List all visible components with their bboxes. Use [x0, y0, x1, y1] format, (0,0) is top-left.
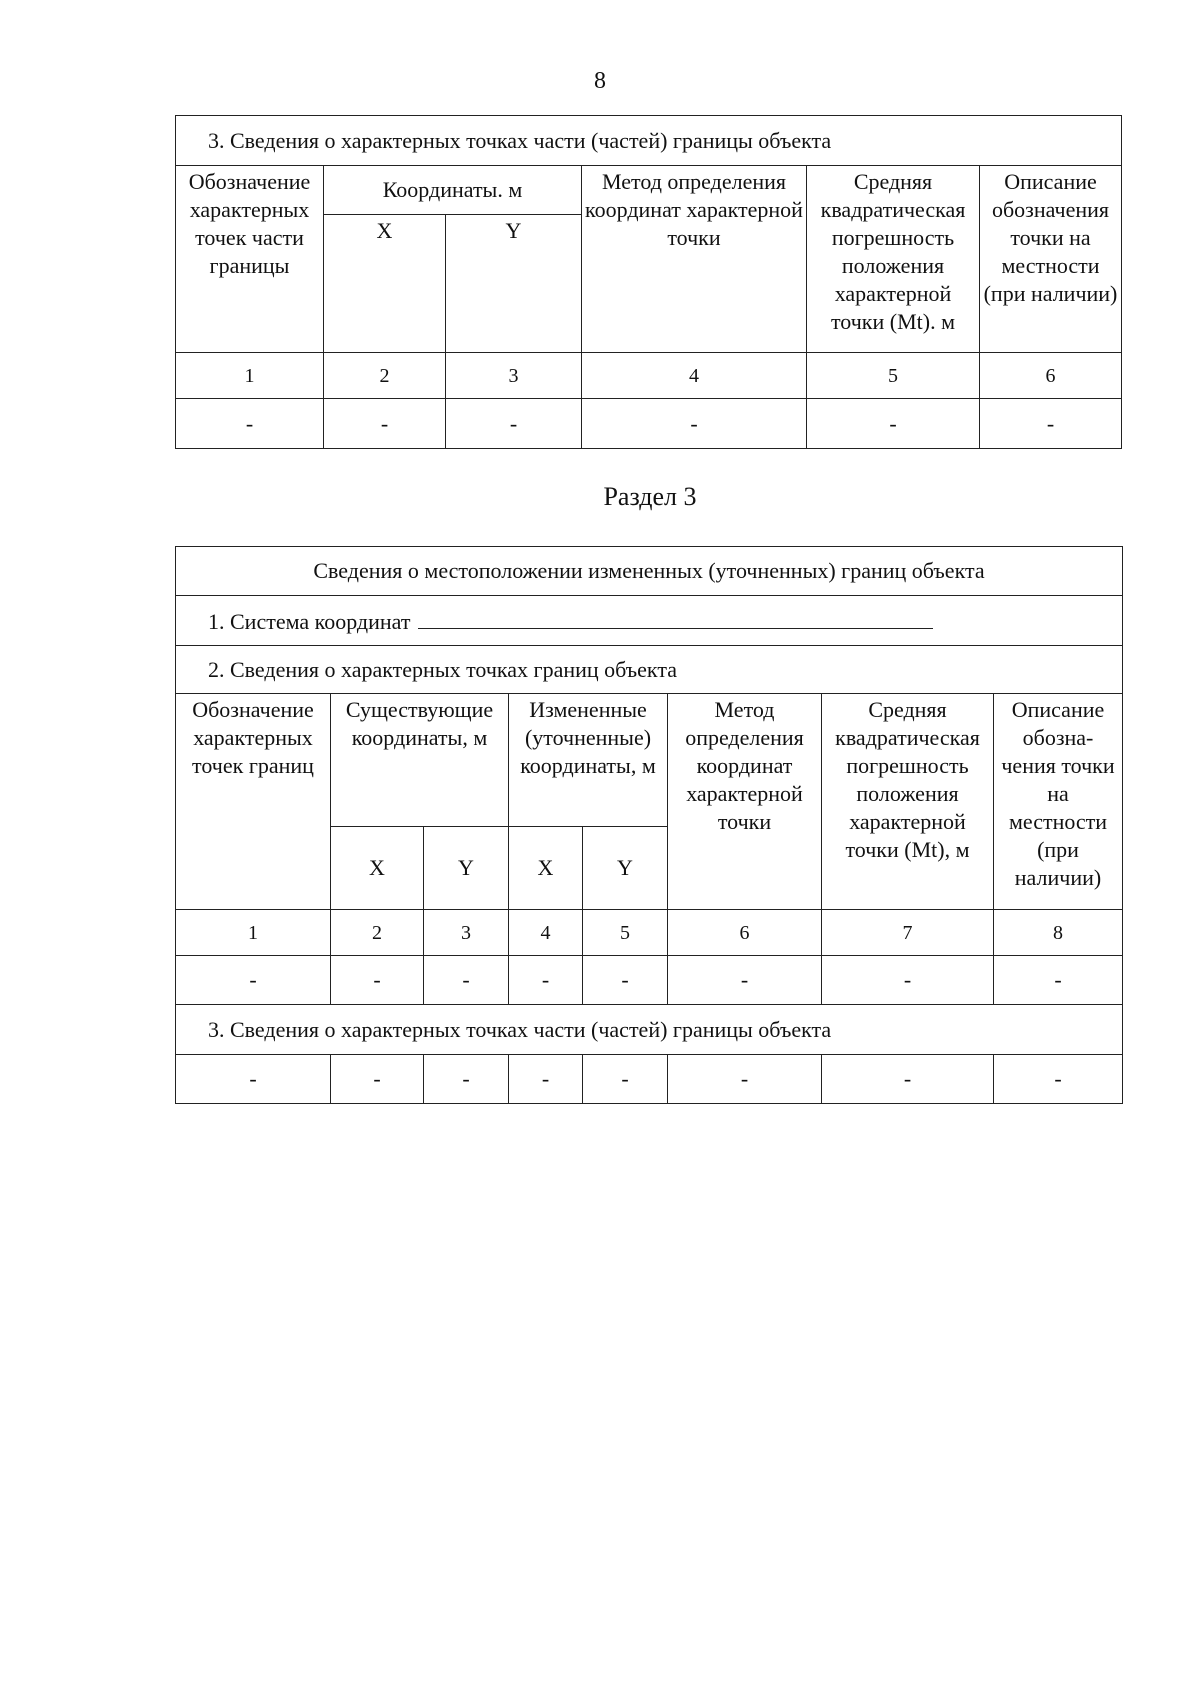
table-row: [176, 956, 1123, 1005]
table1-title: 3. Сведения о характерных точках части (частей) границы объекта: [176, 116, 1122, 166]
table-cell: -: [176, 399, 324, 449]
coordinate-system-row: [176, 596, 1123, 646]
table-row: [176, 1055, 1123, 1104]
part-boundary-points-table: [175, 115, 1122, 449]
header-designation: Обозначение характерных точек части границы: [176, 166, 324, 353]
table-cell: -: [324, 399, 446, 449]
header-existing-coordinates: Существующие координаты, м: [331, 694, 509, 827]
header-existing-y: Y: [424, 827, 509, 910]
column-number: 6: [668, 910, 822, 956]
table-cell: -: [446, 399, 582, 449]
column-number: 7: [822, 910, 994, 956]
table-cell: -: [822, 956, 994, 1005]
column-number: 4: [582, 353, 807, 399]
table-cell: -: [424, 956, 509, 1005]
header-changed-y: Y: [583, 827, 668, 910]
column-number: 2: [324, 353, 446, 399]
column-number: 5: [583, 910, 668, 956]
column-number: 1: [176, 910, 331, 956]
table-cell: -: [509, 1055, 583, 1104]
changed-boundaries-table: [175, 546, 1123, 1104]
column-number: 4: [509, 910, 583, 956]
section-title: Раздел 3: [603, 482, 697, 511]
table-cell: -: [509, 956, 583, 1005]
table-cell: -: [583, 1055, 668, 1104]
header-existing-x: X: [331, 827, 424, 910]
table-row: [176, 399, 1122, 449]
column-number: 3: [446, 353, 582, 399]
column-number: 8: [994, 910, 1123, 956]
table-cell: -: [331, 956, 424, 1005]
table-cell: -: [994, 1055, 1123, 1104]
table-cell: -: [582, 399, 807, 449]
header-changed-coordinates: Измененные (уточненные) координаты, м: [509, 694, 668, 827]
header-changed-x: X: [509, 827, 583, 910]
column-number: 6: [980, 353, 1122, 399]
column-number: 2: [331, 910, 424, 956]
table-cell: -: [994, 956, 1123, 1005]
header-designation: Обозначение характерных точек границ: [176, 694, 331, 910]
coordinate-system-label: 1. Система координат: [208, 608, 411, 634]
table-cell: -: [176, 956, 331, 1005]
table-cell: -: [583, 956, 668, 1005]
page-number: 8: [594, 68, 606, 94]
table-cell: -: [807, 399, 980, 449]
header-y: Y: [446, 215, 582, 353]
header-x: X: [324, 215, 446, 353]
column-number: 3: [424, 910, 509, 956]
table-cell: -: [668, 1055, 822, 1104]
header-coordinates: Координаты. м: [324, 166, 582, 215]
table-cell: -: [424, 1055, 509, 1104]
table-cell: -: [331, 1055, 424, 1104]
table2-title: Сведения о местоположении измененных (уточненных) границ объекта: [176, 547, 1123, 596]
header-error: Средняя квадратическая погрешность положения характерной точки (Mt). м: [807, 166, 980, 353]
coordinate-system-blank: [418, 606, 933, 629]
boundary-points-title: 2. Сведения о характерных точках границ объекта: [176, 646, 1123, 694]
table-cell: -: [822, 1055, 994, 1104]
header-error: Средняя квадратическая погрешность положения характерной точки (Mt), м: [822, 694, 994, 910]
header-description: Описание обозна-чения точки на местности (при наличии): [994, 694, 1123, 910]
header-method: Метод определения координат характерной точки: [668, 694, 822, 910]
header-method: Метод определения координат характерной точки: [582, 166, 807, 353]
header-description: Описание обозначения точки на местности (при наличии): [980, 166, 1122, 353]
table-cell: -: [668, 956, 822, 1005]
part-points-title: 3. Сведения о характерных точках части (частей) границы объекта: [176, 1005, 1123, 1055]
column-number: 5: [807, 353, 980, 399]
column-number: 1: [176, 353, 324, 399]
table-cell: -: [176, 1055, 331, 1104]
table-cell: -: [980, 399, 1122, 449]
